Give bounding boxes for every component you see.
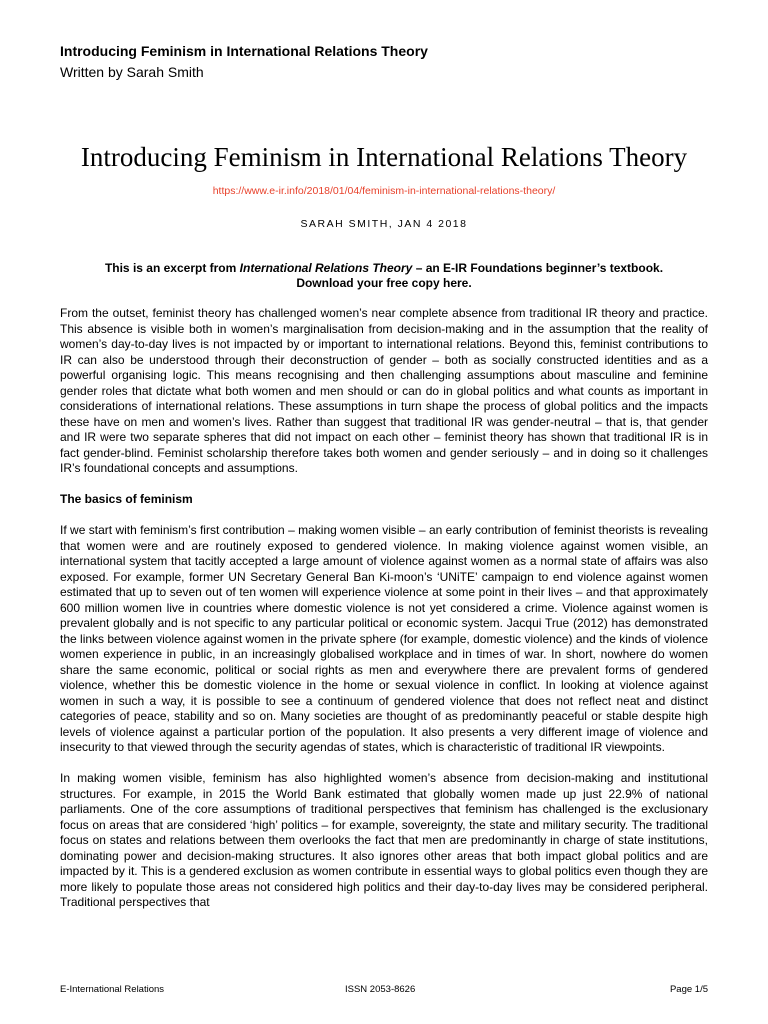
section-heading: The basics of feminism bbox=[60, 492, 193, 506]
article-title: Introducing Feminism in International Relations Theory bbox=[80, 142, 688, 172]
paragraph-1: From the outset, feminist theory has challenged women’s near complete absence from traditional IR theory and practice. This absence is visible both in women’s marginalisation from decision-making and in the assumption that the reality of women’s day-to-day lives is not impacted by or important to international relations. Beyond this, feminist contributions to IR can also be understood through their deconstruction of gender – both as socially constructed identities and as a powerful organising logic. This means recognising and then challenging assumptions about masculine and feminine gender roles that dictate what both women and men should or can do in global politics and what counts as important in considerations of international relations. These assumptions in turn shape the process of global politics and the impacts these have on men and women’s lives. Rather than suggest that traditional IR was gender-neutral – that is, that gender and IR were two separate spheres that did not impact on each other – feminist theory has shown that traditional IR is in fact gender-blind. Feminist scholarship therefore takes both women and gender seriously – and in doing so it challenges IR’s foundational concepts and assumptions. bbox=[60, 306, 708, 475]
header-author: Written by Sarah Smith bbox=[60, 64, 204, 80]
document-header bbox=[60, 42, 720, 82]
excerpt-note bbox=[60, 261, 708, 291]
article-body bbox=[60, 306, 708, 926]
excerpt-book-title: International Relations Theory bbox=[239, 261, 413, 275]
header-title: Introducing Feminism in International Relations Theory bbox=[60, 43, 428, 59]
source-url-link[interactable]: https://www.e-ir.info/2018/01/04/feminism-in-international-relations-theory/ bbox=[212, 185, 556, 197]
footer-page-number: Page 1/5 bbox=[669, 984, 708, 995]
excerpt-suffix: – an E-IR Foundations beginner’s textbook. bbox=[412, 261, 664, 275]
footer-publisher: E-International Relations bbox=[60, 984, 165, 995]
article-byline: SARAH SMITH, JAN 4 2018 bbox=[300, 218, 468, 230]
paragraph-3: In making women visible, feminism has also highlighted women’s absence from decision-making and institutional structures. For example, in 2015 the World Bank estimated that globally women made up just 22.9% of national parliaments. One of the core assumptions of traditional perspectives that feminism has challenged is the exclusionary focus on areas that are considered ‘high’ politics – for example, sovereignty, the state and military security. The traditional focus on states and relations between them overlooks the fact that men are predominantly in charge of state institutions, dominating power and decision-making structures. It also ignores other areas that both impact global politics and are impacted by it. This is a gendered exclusion as women contribute in essential ways to global politics even though they are more likely to populate those areas not considered high politics and their day-to-day lives may be considered peripheral. Traditional perspectives that bbox=[60, 771, 708, 909]
excerpt-prefix: This is an excerpt from bbox=[104, 261, 240, 275]
footer-issn: ISSN 2053-8626 bbox=[345, 984, 416, 995]
paragraph-2: If we start with feminism’s first contribution – making women visible – an early contribution of feminist theorists is revealing that women were and are routinely exposed to gendered violence. In making violence against women visible, an international system that tacitly accepted a large amount of violence against women as a normal state of affairs was also exposed. For example, former UN Secretary General Ban Ki-moon’s ‘UNiTE’ campaign to end violence against women estimated that up to seven out of ten women will experience violence at some point in their lives – and that approximately 600 million women live in countries where domestic violence is not yet considered a crime. Violence against women is prevalent globally and is not specific to any particular political or economic system. Jacqui True (2012) has demonstrated the links between violence against women in the private sphere (for example, domestic violence) and the kinds of violence women experience in public, in an increasingly globalised workplace and in times of war. In short, nowhere do women share the same economic, political or social rights as men and everywhere there are prevalent forms of gendered violence, whether this be domestic violence in the home or sexual violence in conflict. In looking at violence against women in such a way, it is possible to see a continuum of gendered violence that does not reflect neat and distinct categories of peace, stability and so on. Many societies are thought of as predominantly peaceful or stable despite high levels of violence against a particular portion of the population. It also presents a very different image of violence and insecurity to that viewed through the security agendas of states, which is characteristic of traditional IR viewpoints. bbox=[60, 523, 708, 754]
download-link[interactable]: Download your free copy here. bbox=[296, 276, 472, 290]
